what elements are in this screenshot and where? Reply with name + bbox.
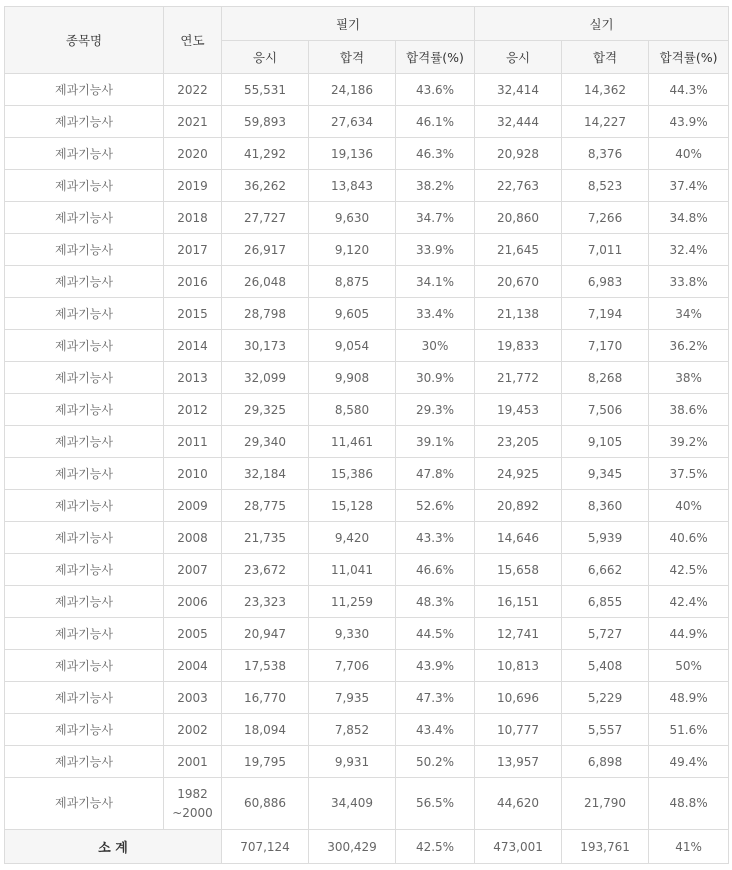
cell-year: 2021 [164, 106, 222, 138]
table-row [5, 170, 729, 202]
cell-written-rate: 43.3% [396, 522, 475, 554]
cell-written-apply: 27,727 [222, 202, 309, 234]
cell-name: 제과기능사 [5, 682, 164, 714]
cell-year: 2001 [164, 746, 222, 778]
cell-written-rate: 46.3% [396, 138, 475, 170]
cell-written-apply: 20,947 [222, 618, 309, 650]
cell-year: 2007 [164, 554, 222, 586]
cell-written-rate: 43.6% [396, 74, 475, 106]
cell-name: 제과기능사 [5, 426, 164, 458]
cell-practical-pass: 5,557 [562, 714, 649, 746]
cell-practical-rate: 40.6% [649, 522, 729, 554]
table-row [5, 458, 729, 490]
cell-year: 2002 [164, 714, 222, 746]
cell-written-rate: 30% [396, 330, 475, 362]
cell-name: 제과기능사 [5, 74, 164, 106]
cell-practical-rate: 49.4% [649, 746, 729, 778]
cell-written-rate: 43.9% [396, 650, 475, 682]
cell-year: 2022 [164, 74, 222, 106]
cell-written-rate: 39.1% [396, 426, 475, 458]
cell-practical-pass: 7,170 [562, 330, 649, 362]
cell-practical-rate: 50% [649, 650, 729, 682]
cell-written-pass: 24,186 [309, 74, 396, 106]
cell-name: 제과기능사 [5, 458, 164, 490]
table-row [5, 714, 729, 746]
cell-written-apply: 28,775 [222, 490, 309, 522]
cell-practical-apply: 13,957 [475, 746, 562, 778]
cell-year: 2003 [164, 682, 222, 714]
cell-year: 2015 [164, 298, 222, 330]
cell-practical-apply: 20,670 [475, 266, 562, 298]
cell-written-rate: 33.4% [396, 298, 475, 330]
cell-written-rate: 34.7% [396, 202, 475, 234]
cell-written-pass: 15,128 [309, 490, 396, 522]
cell-year: 2009 [164, 490, 222, 522]
cell-name: 제과기능사 [5, 394, 164, 426]
cell-written-apply: 29,340 [222, 426, 309, 458]
total-row [5, 830, 729, 864]
cell-practical-apply: 21,772 [475, 362, 562, 394]
table-row [5, 330, 729, 362]
cell-written-apply: 28,798 [222, 298, 309, 330]
cell-name: 제과기능사 [5, 778, 164, 830]
table-row [5, 586, 729, 618]
cell-practical-rate: 40% [649, 490, 729, 522]
cell-practical-apply: 24,925 [475, 458, 562, 490]
cell-practical-pass: 8,523 [562, 170, 649, 202]
cell-name: 제과기능사 [5, 298, 164, 330]
cell-name: 제과기능사 [5, 522, 164, 554]
cell-written-rate: 50.2% [396, 746, 475, 778]
table-row [5, 298, 729, 330]
table-row [5, 74, 729, 106]
cell-name: 제과기능사 [5, 202, 164, 234]
cell-practical-pass: 5,727 [562, 618, 649, 650]
total-written-rate: 42.5% [396, 830, 475, 864]
cell-name: 제과기능사 [5, 618, 164, 650]
cell-practical-pass: 5,229 [562, 682, 649, 714]
cell-practical-pass: 14,227 [562, 106, 649, 138]
cell-practical-apply: 14,646 [475, 522, 562, 554]
cell-practical-pass: 7,194 [562, 298, 649, 330]
cell-practical-rate: 51.6% [649, 714, 729, 746]
cell-name: 제과기능사 [5, 586, 164, 618]
cell-practical-apply: 21,645 [475, 234, 562, 266]
cell-practical-pass: 14,362 [562, 74, 649, 106]
cell-written-pass: 7,852 [309, 714, 396, 746]
cell-year: 2013 [164, 362, 222, 394]
table-header [5, 7, 729, 74]
cell-practical-rate: 40% [649, 138, 729, 170]
cell-practical-pass: 6,855 [562, 586, 649, 618]
cell-practical-pass: 9,105 [562, 426, 649, 458]
cell-practical-apply: 15,658 [475, 554, 562, 586]
cell-written-rate: 52.6% [396, 490, 475, 522]
header-practical-pass: 합격 [562, 41, 649, 74]
cell-practical-apply: 22,763 [475, 170, 562, 202]
cell-written-pass: 11,041 [309, 554, 396, 586]
cell-practical-apply: 23,205 [475, 426, 562, 458]
cell-written-pass: 9,630 [309, 202, 396, 234]
cell-practical-apply: 12,741 [475, 618, 562, 650]
cell-year: 2020 [164, 138, 222, 170]
table-row [5, 234, 729, 266]
cell-written-apply: 21,735 [222, 522, 309, 554]
cell-name: 제과기능사 [5, 554, 164, 586]
cell-written-rate: 46.6% [396, 554, 475, 586]
cell-written-rate: 46.1% [396, 106, 475, 138]
cell-year: 2004 [164, 650, 222, 682]
cell-written-rate: 44.5% [396, 618, 475, 650]
cell-year: 1982 ~2000 [164, 778, 222, 830]
table-row [5, 522, 729, 554]
header-name: 종목명 [5, 7, 164, 74]
table-footer [5, 830, 729, 864]
cell-written-apply: 29,325 [222, 394, 309, 426]
cell-written-rate: 47.8% [396, 458, 475, 490]
cell-practical-apply: 10,777 [475, 714, 562, 746]
total-written-apply: 707,124 [222, 830, 309, 864]
cell-written-pass: 9,054 [309, 330, 396, 362]
cell-practical-apply: 16,151 [475, 586, 562, 618]
cell-year: 2019 [164, 170, 222, 202]
cell-year: 2012 [164, 394, 222, 426]
cell-practical-rate: 42.5% [649, 554, 729, 586]
cell-practical-pass: 5,939 [562, 522, 649, 554]
cell-name: 제과기능사 [5, 266, 164, 298]
header-written-apply: 응시 [222, 41, 309, 74]
header-practical-apply: 응시 [475, 41, 562, 74]
total-practical-apply: 473,001 [475, 830, 562, 864]
cell-written-rate: 48.3% [396, 586, 475, 618]
cell-practical-pass: 8,360 [562, 490, 649, 522]
cell-written-apply: 59,893 [222, 106, 309, 138]
cell-practical-pass: 6,983 [562, 266, 649, 298]
table-row [5, 650, 729, 682]
cell-written-apply: 32,099 [222, 362, 309, 394]
cell-written-rate: 43.4% [396, 714, 475, 746]
table-row [5, 266, 729, 298]
table-row [5, 778, 729, 830]
table-row [5, 554, 729, 586]
cell-practical-rate: 38% [649, 362, 729, 394]
cell-name: 제과기능사 [5, 138, 164, 170]
cell-practical-apply: 10,813 [475, 650, 562, 682]
cell-written-apply: 60,886 [222, 778, 309, 830]
cell-practical-apply: 20,860 [475, 202, 562, 234]
cell-name: 제과기능사 [5, 234, 164, 266]
table-row [5, 746, 729, 778]
total-practical-pass: 193,761 [562, 830, 649, 864]
cell-practical-rate: 48.9% [649, 682, 729, 714]
cell-year: 2010 [164, 458, 222, 490]
stats-table-container [4, 6, 729, 864]
header-practical-rate: 합격률(%) [649, 41, 729, 74]
cell-written-pass: 9,420 [309, 522, 396, 554]
cell-name: 제과기능사 [5, 490, 164, 522]
cell-year: 2008 [164, 522, 222, 554]
cell-practical-pass: 21,790 [562, 778, 649, 830]
cell-written-pass: 15,386 [309, 458, 396, 490]
cell-practical-pass: 8,376 [562, 138, 649, 170]
cell-practical-pass: 6,898 [562, 746, 649, 778]
cell-year: 2014 [164, 330, 222, 362]
header-written-rate: 합격률(%) [396, 41, 475, 74]
cell-practical-rate: 43.9% [649, 106, 729, 138]
pass-rate-table [4, 6, 729, 864]
total-label: 소 계 [5, 830, 222, 864]
cell-practical-pass: 7,266 [562, 202, 649, 234]
table-row [5, 490, 729, 522]
table-row [5, 682, 729, 714]
table-row [5, 106, 729, 138]
cell-written-rate: 38.2% [396, 170, 475, 202]
total-practical-rate: 41% [649, 830, 729, 864]
cell-practical-pass: 7,011 [562, 234, 649, 266]
cell-written-pass: 9,908 [309, 362, 396, 394]
cell-practical-rate: 33.8% [649, 266, 729, 298]
cell-written-pass: 34,409 [309, 778, 396, 830]
header-practical: 실기 [475, 7, 729, 41]
cell-practical-pass: 9,345 [562, 458, 649, 490]
cell-written-apply: 16,770 [222, 682, 309, 714]
cell-written-pass: 11,259 [309, 586, 396, 618]
table-row [5, 362, 729, 394]
cell-year: 2005 [164, 618, 222, 650]
cell-written-pass: 11,461 [309, 426, 396, 458]
table-body [5, 74, 729, 830]
header-written: 필기 [222, 7, 475, 41]
cell-practical-rate: 37.5% [649, 458, 729, 490]
cell-written-rate: 47.3% [396, 682, 475, 714]
cell-name: 제과기능사 [5, 714, 164, 746]
cell-written-pass: 9,330 [309, 618, 396, 650]
cell-practical-pass: 8,268 [562, 362, 649, 394]
cell-written-pass: 13,843 [309, 170, 396, 202]
cell-written-rate: 56.5% [396, 778, 475, 830]
header-year: 연도 [164, 7, 222, 74]
table-row [5, 138, 729, 170]
cell-written-apply: 32,184 [222, 458, 309, 490]
cell-written-pass: 7,706 [309, 650, 396, 682]
cell-year: 2017 [164, 234, 222, 266]
cell-written-pass: 8,875 [309, 266, 396, 298]
cell-written-apply: 36,262 [222, 170, 309, 202]
cell-practical-rate: 38.6% [649, 394, 729, 426]
cell-year: 2018 [164, 202, 222, 234]
cell-written-pass: 7,935 [309, 682, 396, 714]
cell-practical-apply: 32,414 [475, 74, 562, 106]
cell-name: 제과기능사 [5, 746, 164, 778]
table-row [5, 394, 729, 426]
cell-written-apply: 55,531 [222, 74, 309, 106]
cell-written-apply: 23,323 [222, 586, 309, 618]
cell-year: 2016 [164, 266, 222, 298]
cell-practical-rate: 42.4% [649, 586, 729, 618]
cell-year: 2011 [164, 426, 222, 458]
cell-name: 제과기능사 [5, 170, 164, 202]
cell-practical-apply: 21,138 [475, 298, 562, 330]
cell-practical-apply: 10,696 [475, 682, 562, 714]
cell-written-rate: 34.1% [396, 266, 475, 298]
cell-practical-rate: 34.8% [649, 202, 729, 234]
cell-written-pass: 9,605 [309, 298, 396, 330]
cell-written-pass: 8,580 [309, 394, 396, 426]
cell-written-pass: 27,634 [309, 106, 396, 138]
cell-written-rate: 29.3% [396, 394, 475, 426]
cell-practical-apply: 19,453 [475, 394, 562, 426]
cell-practical-rate: 32.4% [649, 234, 729, 266]
cell-written-apply: 18,094 [222, 714, 309, 746]
cell-written-apply: 17,538 [222, 650, 309, 682]
table-row [5, 426, 729, 458]
cell-practical-rate: 44.9% [649, 618, 729, 650]
cell-practical-apply: 44,620 [475, 778, 562, 830]
cell-written-apply: 26,917 [222, 234, 309, 266]
cell-name: 제과기능사 [5, 362, 164, 394]
cell-written-apply: 41,292 [222, 138, 309, 170]
cell-written-pass: 9,120 [309, 234, 396, 266]
cell-written-rate: 33.9% [396, 234, 475, 266]
cell-year: 2006 [164, 586, 222, 618]
cell-practical-rate: 37.4% [649, 170, 729, 202]
cell-written-apply: 19,795 [222, 746, 309, 778]
cell-written-pass: 19,136 [309, 138, 396, 170]
cell-practical-apply: 32,444 [475, 106, 562, 138]
cell-practical-rate: 44.3% [649, 74, 729, 106]
cell-practical-pass: 7,506 [562, 394, 649, 426]
cell-name: 제과기능사 [5, 650, 164, 682]
total-written-pass: 300,429 [309, 830, 396, 864]
table-row [5, 618, 729, 650]
cell-written-pass: 9,931 [309, 746, 396, 778]
cell-written-apply: 26,048 [222, 266, 309, 298]
table-row [5, 202, 729, 234]
cell-practical-rate: 36.2% [649, 330, 729, 362]
cell-written-apply: 23,672 [222, 554, 309, 586]
cell-practical-pass: 6,662 [562, 554, 649, 586]
cell-practical-rate: 39.2% [649, 426, 729, 458]
cell-name: 제과기능사 [5, 106, 164, 138]
cell-written-apply: 30,173 [222, 330, 309, 362]
cell-practical-apply: 20,892 [475, 490, 562, 522]
cell-practical-pass: 5,408 [562, 650, 649, 682]
cell-practical-apply: 20,928 [475, 138, 562, 170]
cell-written-rate: 30.9% [396, 362, 475, 394]
cell-name: 제과기능사 [5, 330, 164, 362]
cell-practical-rate: 34% [649, 298, 729, 330]
header-written-pass: 합격 [309, 41, 396, 74]
cell-practical-apply: 19,833 [475, 330, 562, 362]
cell-practical-rate: 48.8% [649, 778, 729, 830]
